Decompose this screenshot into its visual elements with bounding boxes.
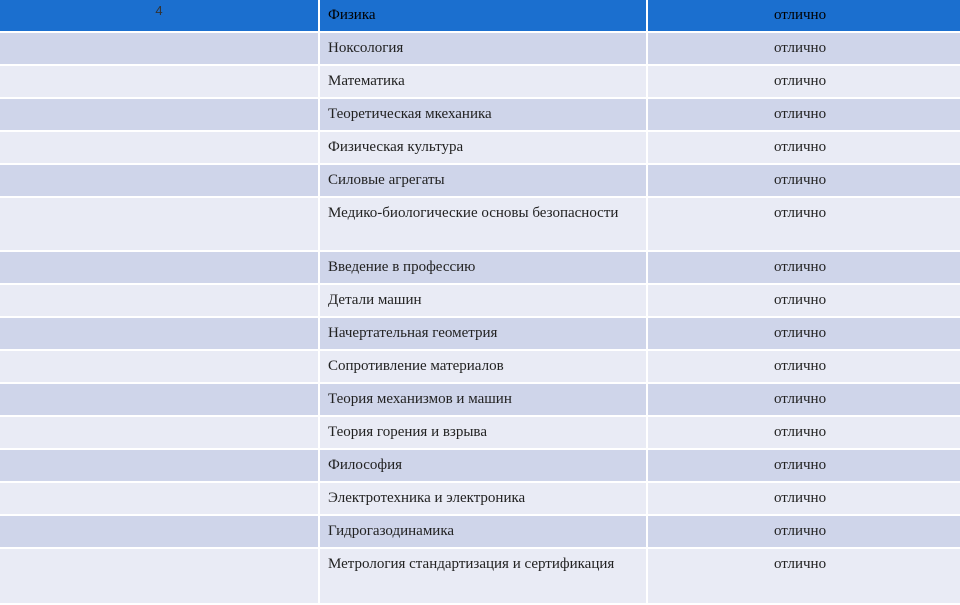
table-row	[0, 384, 960, 415]
grade-value: отлично	[646, 33, 960, 64]
subject-name: Ноксология	[318, 33, 646, 64]
table-row	[0, 483, 960, 514]
subject-name: Математика	[318, 66, 646, 97]
table-row	[0, 318, 960, 349]
subject-name: Философия	[318, 450, 646, 481]
table-row	[0, 0, 960, 31]
subject-name: Теоретическая мкеханика	[318, 99, 646, 130]
grade-value: отлично	[646, 483, 960, 514]
subject-name: Электротехника и электроника	[318, 483, 646, 514]
table-row	[0, 132, 960, 163]
table-row	[0, 351, 960, 382]
table-row	[0, 450, 960, 481]
grade-value: отлично	[646, 132, 960, 163]
grade-value: отлично	[646, 417, 960, 448]
subject-name: Медико-биологические основы безопасности	[318, 198, 646, 250]
grade-value: отлично	[646, 318, 960, 349]
grade-value: отлично	[646, 351, 960, 382]
grade-value: отлично	[646, 66, 960, 97]
table-row	[0, 66, 960, 97]
grade-value: отлично	[646, 516, 960, 547]
grade-value: отлично	[646, 165, 960, 196]
grade-value: отлично	[646, 450, 960, 481]
grade-value: отлично	[646, 252, 960, 283]
subject-name: Метрология стандартизация и сертификация	[318, 549, 646, 603]
table-row	[0, 549, 960, 603]
subject-name: Силовые агрегаты	[318, 165, 646, 196]
table-row	[0, 252, 960, 283]
subject-name: Введение в профессию	[318, 252, 646, 283]
grade-value: отлично	[646, 99, 960, 130]
grade-value: отлично	[646, 198, 960, 250]
table-row	[0, 285, 960, 316]
table-row	[0, 165, 960, 196]
subject-name: Начертательная геометрия	[318, 318, 646, 349]
subject-name: Физика	[318, 0, 646, 31]
subject-name: Теория горения и взрыва	[318, 417, 646, 448]
table-row	[0, 33, 960, 64]
grade-value: отлично	[646, 549, 960, 603]
grade-value: отлично	[646, 285, 960, 316]
subject-name: Детали машин	[318, 285, 646, 316]
subject-name: Физическая культура	[318, 132, 646, 163]
table-row	[0, 99, 960, 130]
table-row	[0, 198, 960, 250]
subject-name: Теория механизмов и машин	[318, 384, 646, 415]
grade-value: отлично	[646, 384, 960, 415]
semester-number: 4	[0, 0, 318, 31]
semester-number: 5	[0, 351, 318, 382]
grade-value: отлично	[646, 0, 960, 31]
table-row	[0, 417, 960, 448]
table-row	[0, 516, 960, 547]
subject-name: Гидрогазодинамика	[318, 516, 646, 547]
subject-name: Сопротивление материалов	[318, 351, 646, 382]
